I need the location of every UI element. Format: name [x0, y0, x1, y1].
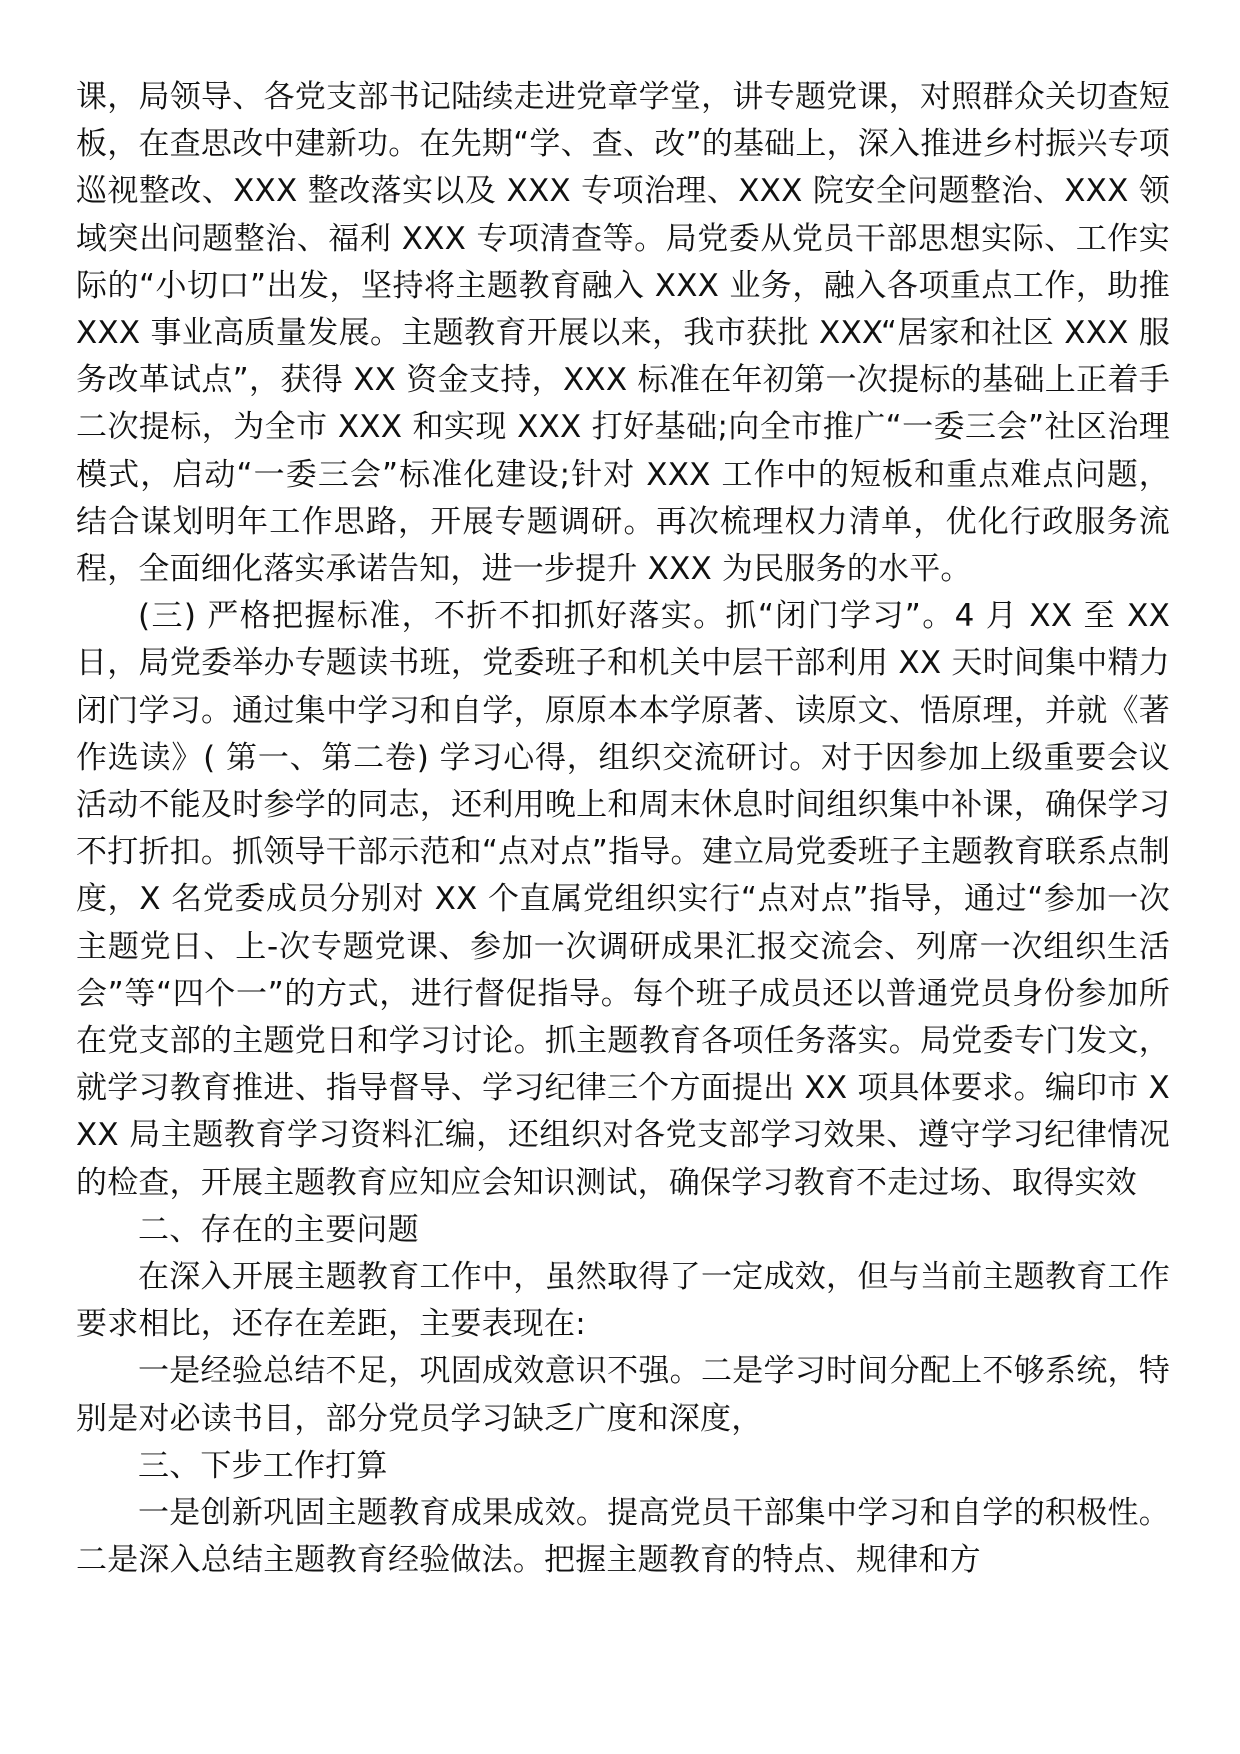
document-body [76, 74, 1170, 1585]
next-steps-paragraph: 一是创新巩固主题教育成果成效。提高党员干部集中学习和自学的积极性。二是深入总结主题教育经验做法。把握主题教育的特点、规律和方 [76, 1495, 1170, 1579]
heading-next-steps: 三、下步工作打算 [138, 1447, 388, 1484]
heading-main-problems: 二、存在的主要问题 [138, 1211, 419, 1248]
section-three-paragraph: (三) 严格把握标准，不折不扣抓好落实。抓“闭门学习”。4 月 XX 至 XX 日，局党委举办专题读书班，党委班子和机关中层干部利用 XX 天时间集中精力闭门学习。通过集中学习和自学，原原本本学原著、读原文、悟原理，并就《著作选读》( 第一、第二卷) 学习心得，组织交流研讨。对于因参加上级重要会议活动不能及时参学的同志，还利用晚上和周末休息时间组织集中补课，确保学习不打折扣。抓领导干部示范和“点对点”指导。建立局党委班子主题教育联系点制度，X 名党委成员分别对 XX 个直属党组织实行“点对点”指导，通过“参加一次主题党日、上-次专题党课、参加一次调研成果汇报交流会、列席一次组织生活会”等“四个一”的方式，进行督促指导。每个班子成员还以普通党员身份参加所在党支部的主题党日和学习讨论。抓主题教育各项任务落实。局党委专门发文，就学习教育推进、指导督导、学习纪律三个方面提出 XX 项具体要求。编印市 XXX 局主题教育学习资料汇编，还组织对各党支部学习效果、遵守学习纪律情况的检查，开展主题教育应知应会知识测试，确保学习教育不走过场、取得实效 [76, 598, 1170, 1201]
problems-intro-paragraph: 在深入开展主题教育工作中，虽然取得了一定成效，但与当前主题教育工作要求相比，还存在差距，主要表现在: [76, 1259, 1170, 1343]
problems-list-paragraph: 一是经验总结不足，巩固成效意识不强。二是学习时间分配上不够系统，特别是对必读书目，部分党员学习缺乏广度和深度， [76, 1353, 1170, 1437]
body-paragraph: 课，局领导、各党支部书记陆续走进党章学堂，讲专题党课，对照群众关切查短板，在查思改中建新功。在先期“学、查、改”的基础上，深入推进乡村振兴专项巡视整改、XXX 整改落实以及 XXX 专项治理、XXX 院安全问题整治、XXX 领域突出问题整治、福利 XXX 专项清查等。局党委从党员干部思想实际、工作实际的“小切口”出发，坚持将主题教育融入 XXX 业务，融入各项重点工作，助推 XXX 事业高质量发展。主题教育开展以来，我市获批 XXX“居家和社区 XXX 服务改革试点”，获得 XX 资金支持，XXX 标准在年初第一次提标的基础上正着手二次提标，为全市 XXX 和实现 XXX 打好基础;向全市推广“一委三会”社区治理模式，启动“一委三会”标准化建设;针对 XXX 工作中的短板和重点难点问题，结合谋划明年工作思路，开展专题调研。再次梳理权力清单，优化行政服务流程，全面细化落实承诺告知，进一步提升 XXX 为民服务的水平。 [76, 79, 1170, 588]
